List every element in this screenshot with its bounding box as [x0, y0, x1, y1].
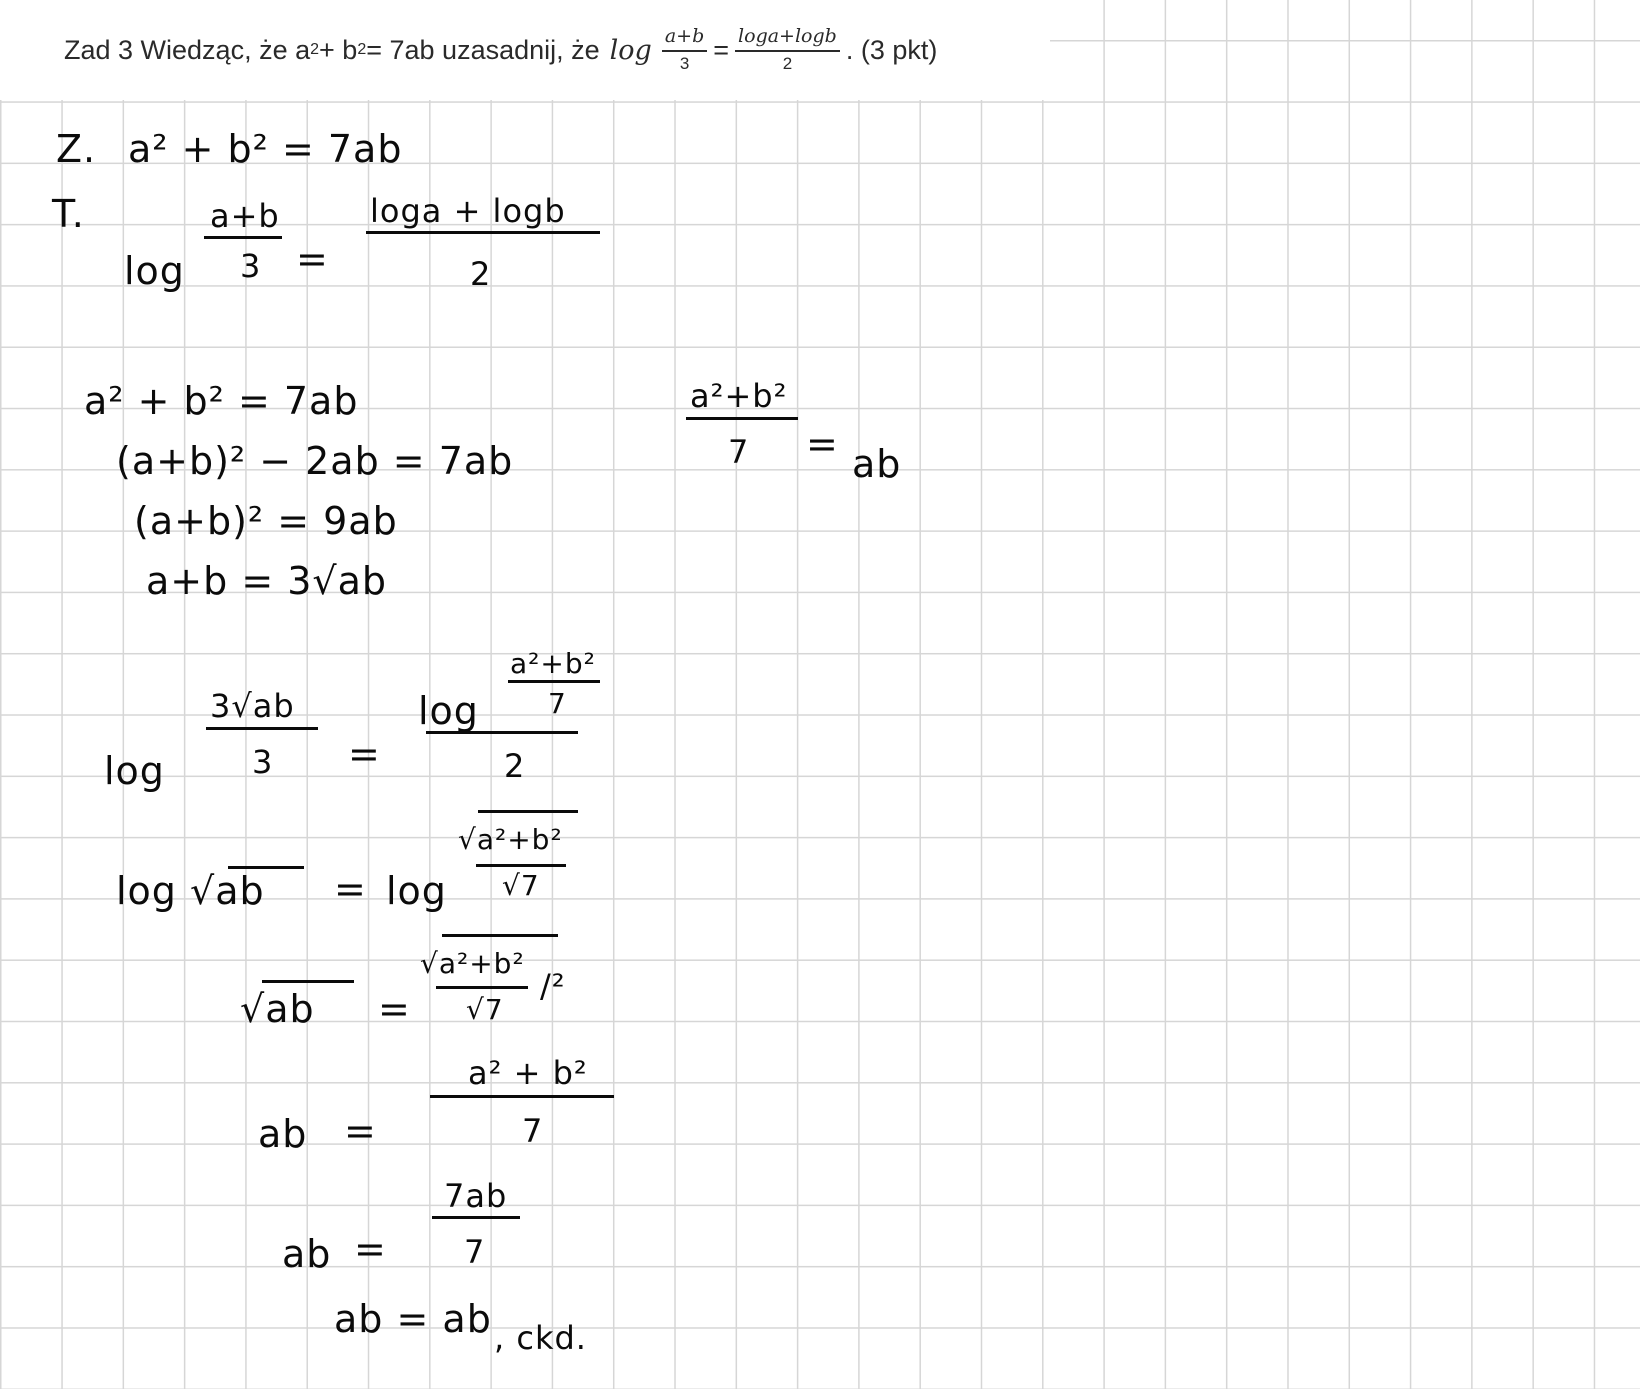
thesis-denominator: 3	[240, 247, 262, 285]
task-fraction-2	[735, 24, 840, 76]
side-denominator: 7	[728, 433, 750, 471]
thesis-numerator: a+b	[210, 197, 280, 235]
step-6-lhs-radical-bar	[228, 866, 304, 869]
step-5-rhs-fraction-bar	[426, 731, 578, 734]
step-5-rhs-inner-bar	[508, 680, 600, 683]
step-6-rhs-fraction-bar	[476, 864, 566, 867]
side-numerator: a²+b²	[690, 377, 788, 415]
task-after-eq: = 7ab uzasadnij, że	[366, 34, 600, 65]
step-7-rhs-radical-bar	[442, 934, 558, 937]
step-5-denominator: 3	[252, 743, 274, 781]
step-5-rhs-denominator: 2	[504, 747, 526, 785]
thesis-log: log	[124, 249, 185, 293]
step-10: ab = ab	[334, 1297, 492, 1341]
task-log: log	[609, 34, 652, 66]
task-statement	[64, 20, 937, 80]
step-5-equals: =	[348, 732, 381, 776]
task-fraction-2-numerator: loga+logb	[735, 24, 840, 52]
step-5-log: log	[104, 749, 165, 793]
step-5-fraction-bar	[206, 727, 318, 730]
step-9-rhs-fraction-bar	[432, 1216, 520, 1219]
thesis-rhs-numerator: loga + logb	[370, 192, 566, 230]
task-fraction-1-numerator: a+b	[662, 24, 707, 52]
step-7-power: /²	[540, 967, 566, 1005]
step-7-rhs-numerator: √a²+b²	[420, 947, 525, 980]
step-7-lhs-radical-bar	[262, 980, 354, 983]
step-8-rhs-fraction-bar	[430, 1095, 614, 1098]
task-suffix: . (3 pkt)	[845, 34, 938, 65]
step-4: a+b = 3√ab	[146, 559, 388, 603]
step-8-lhs: ab	[258, 1112, 308, 1156]
thesis-rhs-denominator: 2	[470, 255, 492, 293]
task-fraction-2-denominator: 2	[782, 54, 793, 73]
side-equals: =	[806, 422, 839, 466]
given-equation: a² + b² = 7ab	[128, 127, 403, 171]
thesis-equals: =	[296, 237, 329, 281]
step-8-rhs-numerator: a² + b²	[468, 1054, 588, 1092]
task-fraction-1	[662, 24, 707, 76]
step-9-rhs-numerator: 7ab	[444, 1177, 508, 1215]
step-7-lhs: √ab	[240, 987, 315, 1031]
task-header	[0, 0, 1050, 100]
step-1: a² + b² = 7ab	[84, 379, 359, 423]
step-7-rhs-denominator: √7	[466, 993, 504, 1026]
step-10-ending: , ckd.	[494, 1319, 587, 1357]
side-rhs: ab	[852, 442, 902, 486]
step-8-rhs-denominator: 7	[522, 1112, 544, 1150]
step-7-equals: =	[378, 987, 411, 1031]
task-equals: =	[713, 34, 730, 65]
task-exp-1: 2	[310, 41, 320, 58]
task-exp-2: 2	[357, 41, 367, 58]
step-6-rhs-log: log	[386, 869, 447, 913]
step-9-rhs-denominator: 7	[464, 1233, 486, 1271]
thesis-label: T.	[52, 192, 85, 236]
given-label: Z.	[56, 127, 97, 171]
step-6-rhs-radical-bar	[478, 810, 578, 813]
step-3: (a+b)² = 9ab	[134, 499, 398, 543]
step-6-rhs-numerator: √a²+b²	[458, 823, 563, 856]
step-6-lhs: log √ab	[116, 869, 265, 913]
step-6-equals: =	[334, 867, 367, 911]
step-5-rhs-log: log	[418, 689, 479, 733]
step-5-numerator: 3√ab	[210, 687, 295, 725]
step-5-rhs-inner-denominator: 7	[548, 687, 567, 720]
task-fraction-1-denominator: 3	[679, 54, 690, 73]
task-prefix: Zad 3 Wiedząc, że a	[64, 34, 311, 65]
task-plus-b: + b	[319, 34, 358, 65]
thesis-rhs-fraction-bar	[366, 231, 600, 234]
step-9-lhs: ab	[282, 1232, 332, 1276]
thesis-fraction-bar	[204, 236, 282, 239]
step-8-equals: =	[344, 1109, 377, 1153]
side-fraction-bar	[686, 417, 798, 420]
step-2: (a+b)² − 2ab = 7ab	[116, 439, 514, 483]
step-6-rhs-denominator: √7	[502, 869, 540, 902]
step-9-equals: =	[354, 1227, 387, 1271]
step-7-rhs-fraction-bar	[436, 986, 528, 989]
step-5-rhs-inner-numerator: a²+b²	[510, 647, 596, 680]
